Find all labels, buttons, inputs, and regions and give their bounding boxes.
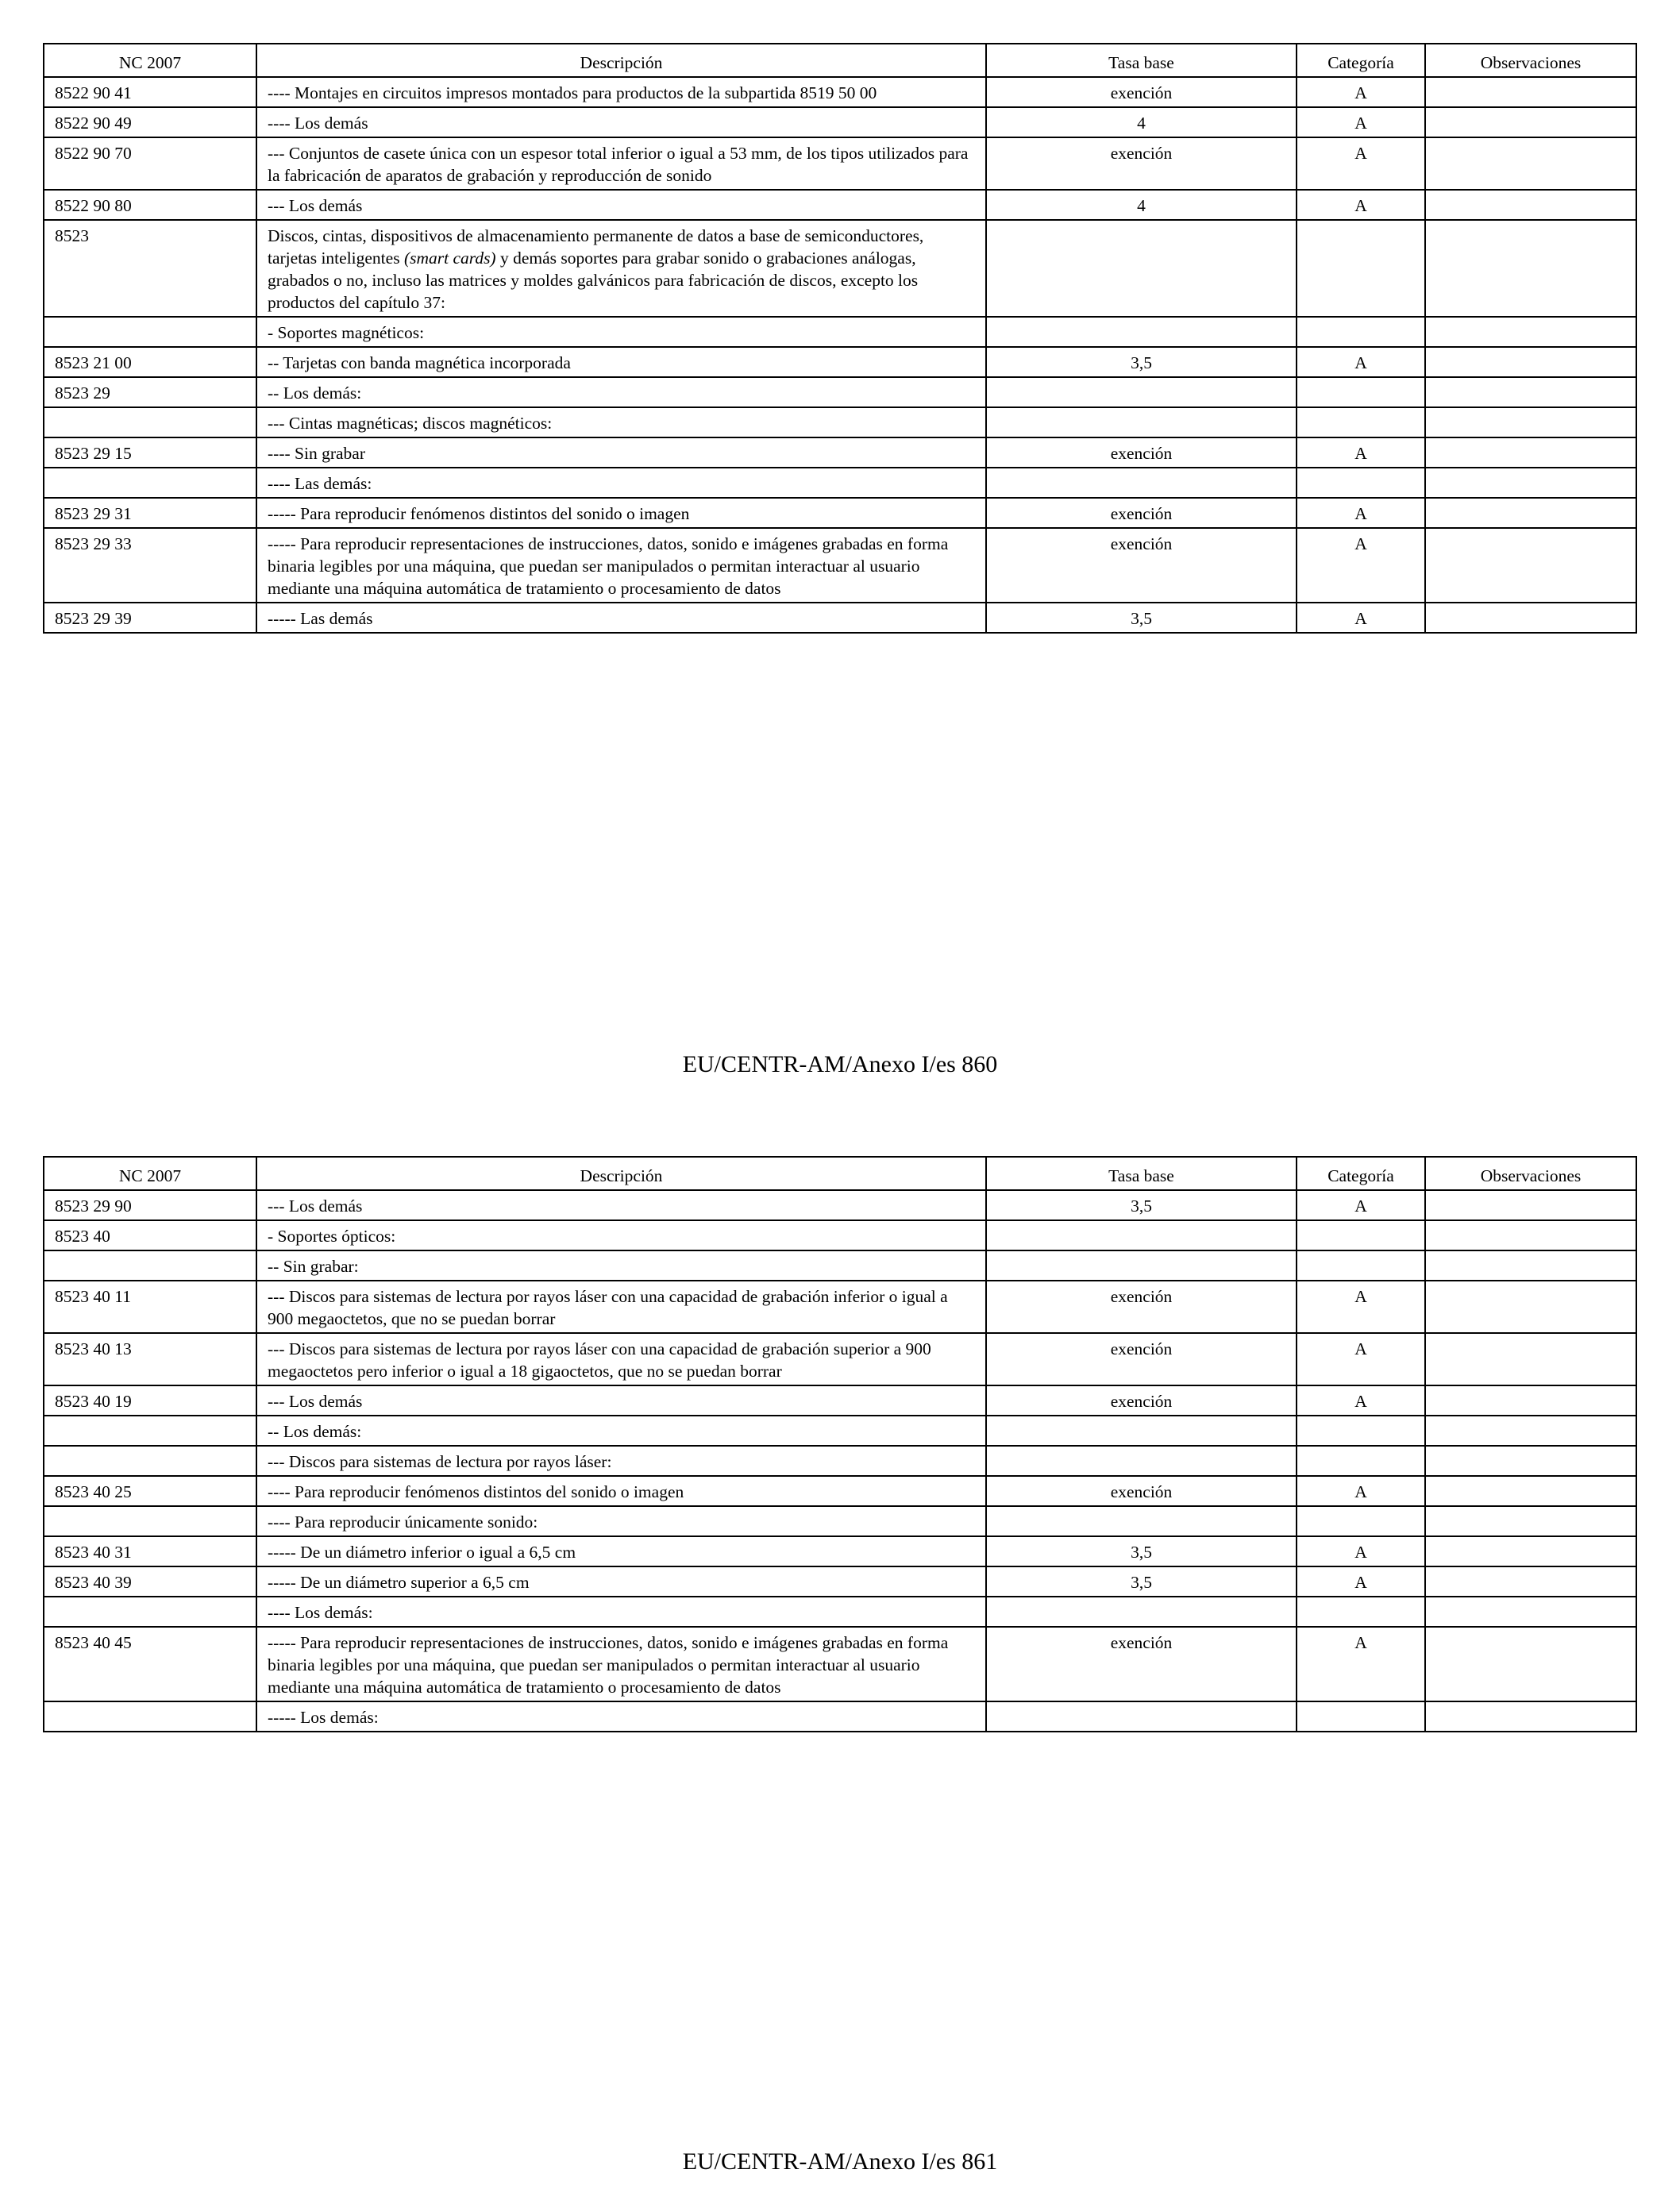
- tariff-table: [43, 1156, 1637, 1732]
- page-footer: EU/CENTR-AM/Anexo I/es 860: [682, 1051, 998, 1077]
- categoria-cell: [1297, 220, 1425, 317]
- table-row: [44, 1333, 1636, 1385]
- nc-code-cell: 8522 90 70: [44, 137, 256, 190]
- header-nc: NC 2007: [44, 1157, 256, 1190]
- table-row: [44, 468, 1636, 498]
- description-cell: ----- Para reproducir fenómenos distintos del sonido o imagen: [256, 498, 986, 528]
- header-categoria: Categoría: [1297, 1157, 1425, 1190]
- description-cell: [256, 220, 986, 317]
- table-row: [44, 498, 1636, 528]
- description-cell: -- Los demás:: [256, 377, 986, 407]
- categoria-cell: A: [1297, 190, 1425, 220]
- nc-code-cell: 8523 29: [44, 377, 256, 407]
- table-row: [44, 107, 1636, 137]
- table-row: [44, 377, 1636, 407]
- tasa-base-cell: exención: [986, 437, 1297, 468]
- table-row: [44, 1476, 1636, 1506]
- tasa-base-cell: exención: [986, 1385, 1297, 1416]
- nc-code-cell: 8523 40 45: [44, 1627, 256, 1701]
- categoria-cell: [1297, 407, 1425, 437]
- observaciones-cell: [1425, 377, 1636, 407]
- categoria-cell: A: [1297, 347, 1425, 377]
- description-cell: ----- Los demás:: [256, 1701, 986, 1732]
- observaciones-cell: [1425, 190, 1636, 220]
- observaciones-cell: [1425, 1536, 1636, 1566]
- categoria-cell: A: [1297, 437, 1425, 468]
- tasa-base-cell: [986, 220, 1297, 317]
- header-tasa: Tasa base: [986, 44, 1297, 77]
- table-row: [44, 1190, 1636, 1220]
- observaciones-cell: [1425, 1220, 1636, 1250]
- nc-code-cell: 8523 29 39: [44, 603, 256, 633]
- description-cell: --- Discos para sistemas de lectura por rayos láser con una capacidad de grabación superior a 900 megaoctetos pero inferior o igual a 18 gigaoctetos, que no se puedan borrar: [256, 1333, 986, 1385]
- tasa-base-cell: 3,5: [986, 603, 1297, 633]
- categoria-cell: A: [1297, 1190, 1425, 1220]
- categoria-cell: A: [1297, 1476, 1425, 1506]
- header-categoria: Categoría: [1297, 44, 1425, 77]
- description-cell: -- Tarjetas con banda magnética incorporada: [256, 347, 986, 377]
- nc-code-cell: [44, 317, 256, 347]
- observaciones-cell: [1425, 220, 1636, 317]
- table-row: [44, 347, 1636, 377]
- observaciones-cell: [1425, 77, 1636, 107]
- nc-code-cell: 8523 40 13: [44, 1333, 256, 1385]
- nc-code-cell: [44, 1250, 256, 1281]
- nc-code-cell: 8523 40: [44, 1220, 256, 1250]
- nc-code-cell: 8523 40 11: [44, 1281, 256, 1333]
- categoria-cell: [1297, 377, 1425, 407]
- tasa-base-cell: [986, 1701, 1297, 1732]
- categoria-cell: A: [1297, 1385, 1425, 1416]
- nc-code-cell: [44, 1701, 256, 1732]
- header-observaciones: Observaciones: [1425, 44, 1636, 77]
- description-cell: ---- Las demás:: [256, 468, 986, 498]
- table-row: [44, 1281, 1636, 1333]
- header-descripcion: Descripción: [256, 44, 986, 77]
- description-text: y demás soportes para grabar sonido o grabaciones análogas, grabados o no, incluso las matrices y moldes galvánicos para fabricación de discos, excepto los productos del capítulo 37:: [268, 249, 919, 312]
- tasa-base-cell: [986, 1416, 1297, 1446]
- observaciones-cell: [1425, 498, 1636, 528]
- observaciones-cell: [1425, 137, 1636, 190]
- header-tasa: Tasa base: [986, 1157, 1297, 1190]
- tasa-base-cell: [986, 1597, 1297, 1627]
- description-cell: --- Discos para sistemas de lectura por rayos láser:: [256, 1446, 986, 1476]
- categoria-cell: [1297, 1220, 1425, 1250]
- tasa-base-cell: exención: [986, 498, 1297, 528]
- observaciones-cell: [1425, 347, 1636, 377]
- observaciones-cell: [1425, 1701, 1636, 1732]
- observaciones-cell: [1425, 437, 1636, 468]
- tasa-base-cell: exención: [986, 1333, 1297, 1385]
- nc-code-cell: 8523 29 15: [44, 437, 256, 468]
- categoria-cell: [1297, 317, 1425, 347]
- observaciones-cell: [1425, 1333, 1636, 1385]
- table-row: [44, 317, 1636, 347]
- page-861: [0, 1102, 1680, 2204]
- table-row: [44, 1250, 1636, 1281]
- description-cell: --- Los demás: [256, 1190, 986, 1220]
- observaciones-cell: [1425, 1281, 1636, 1333]
- description-text: Discos, cintas, dispositivos de almacenamiento permanente de datos a base de semiconductores, tarjetas inteligentes: [268, 226, 924, 268]
- tasa-base-cell: [986, 1220, 1297, 1250]
- categoria-cell: [1297, 1250, 1425, 1281]
- table-row: [44, 1446, 1636, 1476]
- nc-code-cell: 8522 90 80: [44, 190, 256, 220]
- observaciones-cell: [1425, 407, 1636, 437]
- categoria-cell: A: [1297, 1566, 1425, 1597]
- observaciones-cell: [1425, 1627, 1636, 1701]
- table-row: [44, 137, 1636, 190]
- description-cell: -- Los demás:: [256, 1416, 986, 1446]
- observaciones-cell: [1425, 1416, 1636, 1446]
- tasa-base-cell: exención: [986, 77, 1297, 107]
- page-footer: EU/CENTR-AM/Anexo I/es 861: [682, 2148, 998, 2175]
- observaciones-cell: [1425, 528, 1636, 603]
- tasa-base-cell: [986, 407, 1297, 437]
- observaciones-cell: [1425, 1566, 1636, 1597]
- header-nc: NC 2007: [44, 44, 256, 77]
- table-row: [44, 1416, 1636, 1446]
- tasa-base-cell: exención: [986, 137, 1297, 190]
- nc-code-cell: [44, 407, 256, 437]
- table-row: [44, 1220, 1636, 1250]
- description-cell: - Soportes magnéticos:: [256, 317, 986, 347]
- categoria-cell: A: [1297, 1536, 1425, 1566]
- header-row: [44, 1157, 1636, 1190]
- table-row: [44, 437, 1636, 468]
- tasa-base-cell: 3,5: [986, 347, 1297, 377]
- description-cell: --- Los demás: [256, 1385, 986, 1416]
- tasa-base-cell: exención: [986, 1476, 1297, 1506]
- table-row: [44, 1566, 1636, 1597]
- nc-code-cell: 8523 21 00: [44, 347, 256, 377]
- description-cell: --- Cintas magnéticas; discos magnéticos:: [256, 407, 986, 437]
- categoria-cell: [1297, 1506, 1425, 1536]
- description-cell: ---- Los demás: [256, 107, 986, 137]
- nc-code-cell: [44, 1416, 256, 1446]
- tasa-base-cell: [986, 377, 1297, 407]
- tasa-base-cell: exención: [986, 528, 1297, 603]
- description-cell: --- Discos para sistemas de lectura por rayos láser con una capacidad de grabación inferior o igual a 900 megaoctetos, que no se puedan borrar: [256, 1281, 986, 1333]
- tasa-base-cell: 3,5: [986, 1190, 1297, 1220]
- tasa-base-cell: exención: [986, 1281, 1297, 1333]
- description-cell: ----- Las demás: [256, 603, 986, 633]
- categoria-cell: A: [1297, 603, 1425, 633]
- tasa-base-cell: 4: [986, 107, 1297, 137]
- categoria-cell: A: [1297, 77, 1425, 107]
- categoria-cell: [1297, 1416, 1425, 1446]
- table-row: [44, 1701, 1636, 1732]
- table-body: [44, 1190, 1636, 1732]
- categoria-cell: A: [1297, 107, 1425, 137]
- table-row: [44, 1506, 1636, 1536]
- table-row: [44, 407, 1636, 437]
- categoria-cell: [1297, 1701, 1425, 1732]
- description-cell: ---- Para reproducir únicamente sonido:: [256, 1506, 986, 1536]
- tasa-base-cell: exención: [986, 1627, 1297, 1701]
- table-row: [44, 1536, 1636, 1566]
- tasa-base-cell: [986, 468, 1297, 498]
- categoria-cell: [1297, 468, 1425, 498]
- nc-code-cell: 8523 29 90: [44, 1190, 256, 1220]
- categoria-cell: [1297, 1597, 1425, 1627]
- table-row: [44, 603, 1636, 633]
- description-cell: --- Los demás: [256, 190, 986, 220]
- observaciones-cell: [1425, 107, 1636, 137]
- description-cell: ---- Montajes en circuitos impresos montados para productos de la subpartida 8519 50 00: [256, 77, 986, 107]
- categoria-cell: A: [1297, 1627, 1425, 1701]
- description-cell: --- Conjuntos de casete única con un espesor total inferior o igual a 53 mm, de los tipos utilizados para la fabricación de aparatos de grabación y reproducción de sonido: [256, 137, 986, 190]
- tasa-base-cell: [986, 317, 1297, 347]
- observaciones-cell: [1425, 1250, 1636, 1281]
- table-body: [44, 77, 1636, 633]
- description-cell: ---- Sin grabar: [256, 437, 986, 468]
- description-cell: ---- Los demás:: [256, 1597, 986, 1627]
- nc-code-cell: 8523 29 31: [44, 498, 256, 528]
- table-row: [44, 1627, 1636, 1701]
- observaciones-cell: [1425, 317, 1636, 347]
- table-row: [44, 1385, 1636, 1416]
- description-cell: ----- De un diámetro inferior o igual a 6,5 cm: [256, 1536, 986, 1566]
- description-cell: ----- Para reproducir representaciones de instrucciones, datos, sonido e imágenes grabadas en forma binaria legibles por una máquina, que puedan ser manipulados o permitan interactuar al usuario mediante una máquina automática de tratamiento o procesamiento de datos: [256, 528, 986, 603]
- observaciones-cell: [1425, 1446, 1636, 1476]
- description-cell: ----- De un diámetro superior a 6,5 cm: [256, 1566, 986, 1597]
- tasa-base-cell: [986, 1506, 1297, 1536]
- observaciones-cell: [1425, 1476, 1636, 1506]
- nc-code-cell: [44, 1597, 256, 1627]
- description-cell: ----- Para reproducir representaciones de instrucciones, datos, sonido e imágenes grabadas en forma binaria legibles por una máquina, que puedan ser manipulados o permitan interactuar al usuario mediante una máquina automática de tratamiento o procesamiento de datos: [256, 1627, 986, 1701]
- table-row: [44, 190, 1636, 220]
- nc-code-cell: 8523 40 19: [44, 1385, 256, 1416]
- header-row: [44, 44, 1636, 77]
- categoria-cell: A: [1297, 1281, 1425, 1333]
- tasa-base-cell: [986, 1250, 1297, 1281]
- nc-code-cell: [44, 1506, 256, 1536]
- categoria-cell: A: [1297, 137, 1425, 190]
- nc-code-cell: 8523 29 33: [44, 528, 256, 603]
- nc-code-cell: [44, 1446, 256, 1476]
- tasa-base-cell: 3,5: [986, 1566, 1297, 1597]
- description-italic-text: (smart cards): [403, 249, 496, 268]
- observaciones-cell: [1425, 1385, 1636, 1416]
- tasa-base-cell: [986, 1446, 1297, 1476]
- tasa-base-cell: 3,5: [986, 1536, 1297, 1566]
- nc-code-cell: 8522 90 41: [44, 77, 256, 107]
- description-cell: -- Sin grabar:: [256, 1250, 986, 1281]
- nc-code-cell: 8523 40 31: [44, 1536, 256, 1566]
- description-cell: ---- Para reproducir fenómenos distintos del sonido o imagen: [256, 1476, 986, 1506]
- tariff-table: [43, 43, 1637, 634]
- table-row: [44, 220, 1636, 317]
- categoria-cell: [1297, 1446, 1425, 1476]
- nc-code-cell: 8522 90 49: [44, 107, 256, 137]
- description-cell: - Soportes ópticos:: [256, 1220, 986, 1250]
- categoria-cell: A: [1297, 528, 1425, 603]
- nc-code-cell: 8523 40 39: [44, 1566, 256, 1597]
- table-row: [44, 528, 1636, 603]
- observaciones-cell: [1425, 1597, 1636, 1627]
- header-observaciones: Observaciones: [1425, 1157, 1636, 1190]
- categoria-cell: A: [1297, 498, 1425, 528]
- table-row: [44, 77, 1636, 107]
- table-row: [44, 1597, 1636, 1627]
- categoria-cell: A: [1297, 1333, 1425, 1385]
- tasa-base-cell: 4: [986, 190, 1297, 220]
- observaciones-cell: [1425, 1506, 1636, 1536]
- nc-code-cell: 8523 40 25: [44, 1476, 256, 1506]
- observaciones-cell: [1425, 603, 1636, 633]
- nc-code-cell: [44, 468, 256, 498]
- header-descripcion: Descripción: [256, 1157, 986, 1190]
- observaciones-cell: [1425, 468, 1636, 498]
- nc-code-cell: 8523: [44, 220, 256, 317]
- observaciones-cell: [1425, 1190, 1636, 1220]
